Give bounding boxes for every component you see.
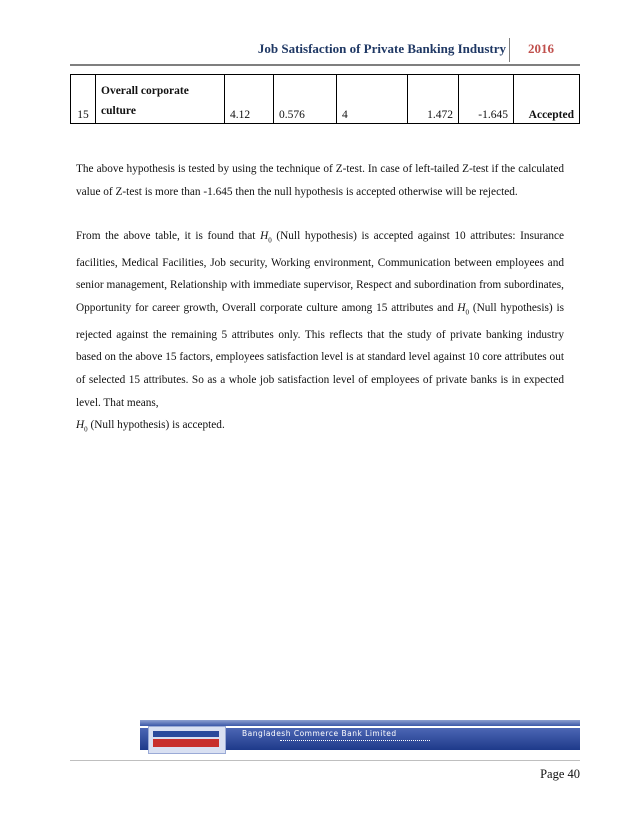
cell-sl: 15	[71, 75, 96, 124]
paragraph-findings	[76, 225, 564, 441]
bank-name-bangla-decoration	[280, 740, 430, 745]
paragraph-ztest: The above hypothesis is tested by using the technique of Z-test. In case of left-tailed Z-test if the calculated value of Z-test is more than -1.645 then the null hypothesis is accepted otherwise will be rejected.	[76, 163, 564, 198]
results-table	[70, 74, 580, 124]
page-number: Page 40	[540, 767, 580, 781]
h0-symbol: $H_0$	[76, 419, 88, 434]
attribute-line-2: culture	[101, 105, 136, 117]
findings-text-4: (Null hypothesis) is accepted.	[90, 419, 225, 432]
findings-text-1: From the above table, it is found that	[76, 230, 256, 242]
findings-text-3: (Null hypothesis) is rejected against the remaining 5 attributes only. This reflects that the study of private banking industry based on the above 15 factors, employees satisfaction level is at standard level against 10 core attributes out of selected 15 attributes. So as a whole job satisfaction level of employees of private banks is in expected level. That means,	[76, 302, 564, 409]
header-title: Job Satisfaction of Private Banking Industry	[257, 41, 506, 56]
findings-text-2: (Null hypothesis) is accepted against 10 attributes: Insurance facilities, Medical Facilities, Job security, Working environment, Communication between employees and senior management, Relationship with immediate supervisor, Respect and subordination from subordinates, Opportunity for career growth, Overall corporate culture among 15 attributes and	[76, 230, 565, 315]
header-rule	[70, 64, 580, 66]
h0-symbol: $H_0$	[457, 302, 469, 317]
table-row	[71, 75, 580, 124]
footer-rule	[70, 760, 580, 761]
header-divider	[509, 38, 510, 62]
cell-mean: 4.12	[225, 75, 274, 124]
header-year: 2016	[528, 41, 554, 56]
bank-name: Bangladesh Commerce Bank Limited	[242, 729, 397, 738]
attribute-line-1: Overall corporate	[101, 85, 189, 97]
cell-decision: Accepted	[514, 75, 580, 124]
cell-sd: 0.576	[274, 75, 337, 124]
page-header	[0, 38, 638, 62]
h0-symbol: $H_0$	[260, 230, 272, 245]
cell-z-calc: 1.472	[408, 75, 459, 124]
cell-attribute	[96, 75, 225, 124]
cell-standard: 4	[337, 75, 408, 124]
cell-z-crit: -1.645	[459, 75, 514, 124]
bank-banner	[140, 720, 580, 750]
bank-logo-icon	[148, 726, 226, 754]
